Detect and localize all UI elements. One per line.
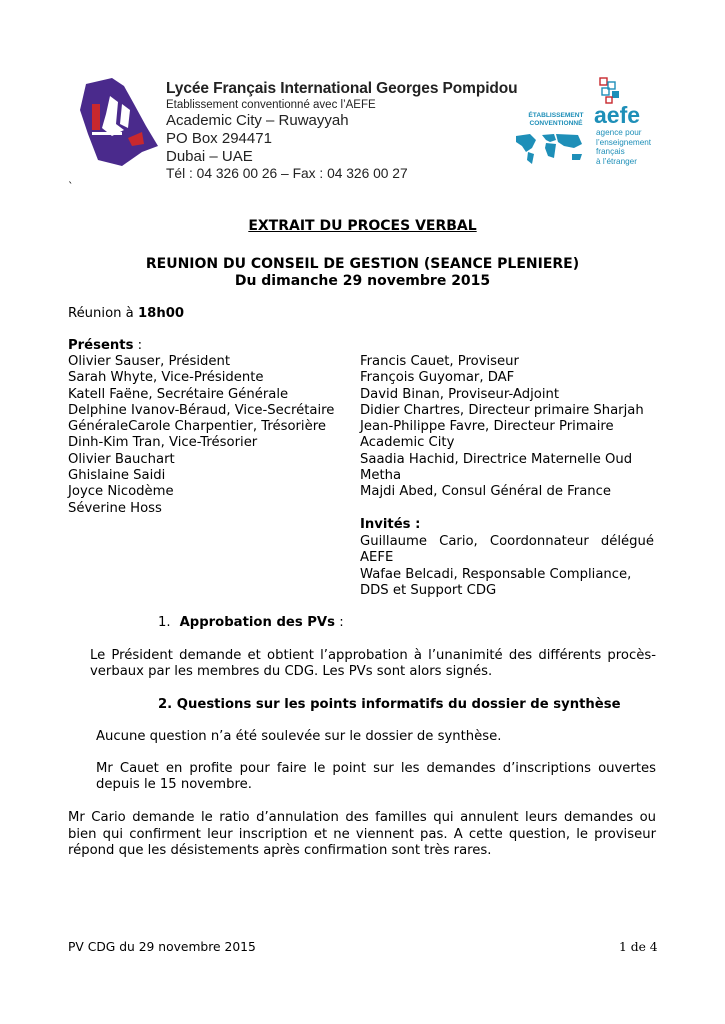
- footer-page-of: de: [626, 940, 650, 954]
- invites-line-2: AEFE: [360, 550, 394, 565]
- section-2-heading: 2. Questions sur les points informatifs du dossier de synthèse: [158, 697, 621, 712]
- present-left-9: Joyce Nicodème: [68, 484, 174, 500]
- present-right-2: François Guyomar, DAF: [360, 370, 515, 386]
- school-name: Lycée Français International Georges Pompidou: [166, 80, 518, 97]
- present-left-5: GénéraleCarole Charpentier, Trésorière: [68, 419, 326, 435]
- present-left-8: Ghislaine Saidi: [68, 468, 166, 484]
- present-left-6: Dinh-Kim Tran, Vice-Trésorier: [68, 435, 258, 451]
- section-1-number: 1.: [158, 615, 171, 630]
- section-2-para-2-line-1: Mr Cauet en profite pour faire le point sur les demandes d’inscriptions ouvertes: [96, 761, 656, 776]
- presents-heading: [68, 338, 142, 353]
- address-line-1: Academic City – Ruwayyah: [166, 112, 349, 129]
- presents-left-column: [68, 354, 334, 517]
- section-1-line-2: verbaux par les membres du CDG. Les PVs sont alors signés.: [90, 664, 493, 679]
- address-line-3: Dubai – UAE: [166, 148, 253, 165]
- aefe-tagline-3: français: [596, 147, 625, 156]
- phone-fax-line: Tél : 04 326 00 26 – Fax : 04 326 00 27: [166, 166, 408, 181]
- address-line-2: PO Box 294471: [166, 130, 272, 147]
- invites-line-3: Wafae Belcadi, Responsable Compliance,: [360, 567, 632, 582]
- present-right-3: David Binan, Proviseur-Adjoint: [360, 386, 560, 402]
- invites-line-4: DDS et Support CDG: [360, 583, 497, 598]
- present-right-8: Metha: [360, 468, 402, 484]
- meeting-title: REUNION DU CONSEIL DE GESTION (SEANCE PLENIERE): [145, 256, 580, 272]
- presents-right-column: [360, 354, 644, 501]
- present-left-7: Olivier Bauchart: [68, 451, 175, 467]
- badge-line-1: ÉTABLISSEMENT: [528, 112, 584, 119]
- section-1-title: Approbation des PVs: [179, 615, 335, 630]
- section-2-para-1: Aucune question n’a été soulevée sur le dossier de synthèse.: [96, 729, 502, 744]
- meeting-date: Du dimanche 29 novembre 2015: [234, 273, 491, 289]
- present-right-4: Didier Chartres, Directeur primaire Sharjah: [360, 402, 644, 418]
- present-right-9: Majdi Abed, Consul Général de France: [360, 484, 612, 500]
- aefe-tagline-1: agence pour: [596, 128, 642, 137]
- aefe-tagline-2: l’enseignement: [596, 137, 652, 147]
- badge-line-2: CONVENTIONNÉ: [529, 120, 583, 127]
- present-right-7: Saadia Hachid, Directrice Maternelle Oud: [360, 451, 633, 467]
- school-subtitle: Etablissement conventionné avec l’AEFE: [166, 99, 376, 111]
- meeting-time-value: 18h00: [137, 306, 185, 321]
- invites-label: Invités :: [360, 517, 421, 532]
- footer-document-ref: PV CDG du 29 novembre 2015: [68, 940, 256, 954]
- conventionne-badge: [512, 80, 592, 168]
- present-left-2: Sarah Whyte, Vice-Présidente: [68, 370, 264, 386]
- section-2-para-3-line-1: Mr Cario demande le ratio d’annulation des familles qui annulent leurs demandes ou: [68, 810, 656, 825]
- footer-page-number: [619, 940, 658, 954]
- meeting-time: [68, 306, 184, 321]
- world-map-icon: [512, 130, 588, 166]
- aefe-tagline-4: à l’étranger: [596, 156, 637, 166]
- school-logo: [72, 74, 164, 170]
- section-1-line-1: Le Président demande et obtient l’approbation à l’unanimité des différents procès-: [90, 648, 656, 663]
- document-title: EXTRAIT DU PROCES VERBAL: [248, 218, 477, 234]
- section-1-heading: [158, 615, 344, 630]
- presents-label: Présents: [68, 338, 134, 353]
- section-2-para-3-line-2: bien qui confirment leur inscription et ne viennent pas. A cette question, le proviseur: [68, 827, 656, 842]
- footer-page-total: 4: [649, 940, 658, 954]
- invites-line-1: Guillaume Cario, Coordonnateur délégué: [360, 534, 654, 549]
- present-left-10: Séverine Hoss: [68, 500, 162, 516]
- present-left-4: Delphine Ivanov-Béraud, Vice-Secrétaire: [68, 402, 335, 418]
- present-right-1: Francis Cauet, Proviseur: [360, 354, 519, 369]
- present-right-5: Jean-Philippe Favre, Directeur Primaire: [360, 419, 614, 435]
- stray-mark: `: [68, 180, 74, 193]
- present-right-6: Academic City: [360, 435, 455, 451]
- footer-page-current: 1: [619, 940, 627, 954]
- section-1-suffix: :: [335, 615, 344, 630]
- meeting-time-prefix: Réunion à: [68, 306, 138, 321]
- section-2-para-3-line-3: répond que les désistements après confirmation sont très rares.: [68, 843, 492, 858]
- aefe-logo: [594, 76, 658, 168]
- presents-suffix: :: [133, 338, 143, 353]
- aefe-wordmark: aefe: [594, 102, 641, 128]
- present-left-3: Katell Faëne, Secrétaire Générale: [68, 386, 289, 402]
- present-left-1: Olivier Sauser, Président: [68, 354, 231, 369]
- section-2-para-2-line-2: depuis le 15 novembre.: [96, 777, 252, 792]
